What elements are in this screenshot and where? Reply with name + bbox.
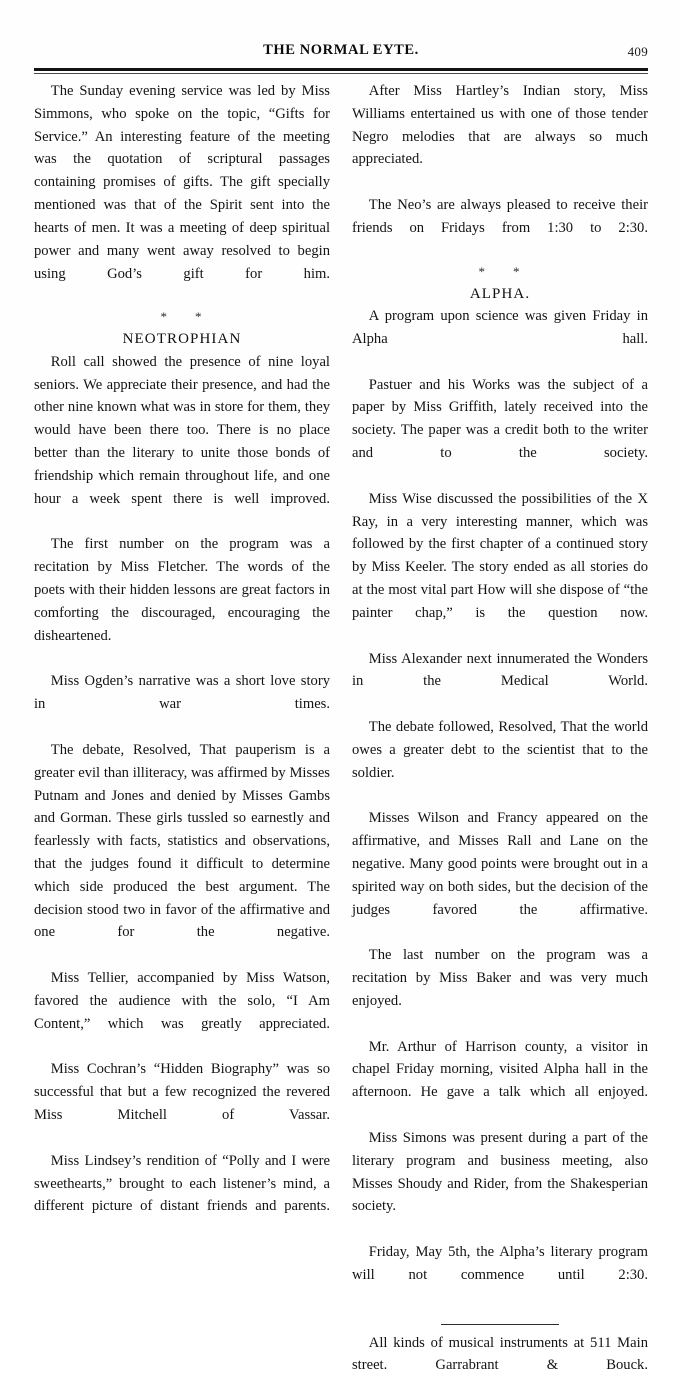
body-columns [34, 80, 648, 1374]
running-head [34, 42, 648, 68]
paragraph: The last number on the program was a recitation by Miss Baker and was very much enjoyed. [352, 947, 648, 1009]
paragraph: Pastuer and his Works was the subject of a paper by Miss Griffith, lately received into the society. The paper was a credit both to the writer and to the society. [352, 376, 648, 462]
advertisement-block [352, 1324, 648, 1400]
section-heading-alpha: ALPHA. [469, 285, 531, 302]
paragraph: Mr. Arthur of Harrison county, a visitor in chapel Friday morning, visited Alpha hall in the afternoon. He gave a talk which all enjoyed. [352, 1038, 648, 1101]
paragraph: The debate, Resolved, That pauperism is a greater evil than illiteracy, was affirmed by Misses Putnam and Jones and denied by Misses Gambs and Gorman. These girls tussled so earnestly and fearlessly with facts, statistics and observations, that the judges found it difficult to determine which side produced the best argument. The decision stood two in favor of the affirmative and one for the negative. [34, 741, 330, 941]
paragraph: The debate followed, Resolved, That the world owes a greater debt to the scientist that to the soldier. [352, 719, 648, 781]
paragraph: A program upon science was given Friday in Alpha hall. [352, 308, 648, 347]
right-column [352, 80, 648, 1374]
paragraph: Roll call showed the presence of nine loyal seniors. We appreciate their presence, and had the other nine known what was in store for them, they would have been there too. There is no place better than the literary to unite those bonds of friendship which remain throughout life, and one hour a week spent there is well improved. [34, 353, 330, 507]
paragraph: Miss Tellier, accompanied by Miss Watson, favored the audience with the solo, “I Am Content,” which was greatly appreciated. [34, 970, 330, 1032]
header-rule-thick [34, 68, 648, 71]
paragraph: Miss Ogden’s narrative was a short love story in war times. [34, 673, 330, 713]
paragraph: Miss Wise discussed the possibilities of the X Ray, in a very interesting manner, which was followed by the first chapter of a continued story by Miss Keeler. The story ended as all stories do at the most vital part How will she dispose of “the painter chap,” is the question now. [352, 490, 648, 621]
star-glyph: * [478, 263, 487, 279]
left-column [34, 80, 330, 1215]
publication-title: THE NORMAL EYTE. [263, 42, 419, 58]
paragraph: The Neo’s are always pleased to receive their friends on Fridays from 1:30 to 2:30. [352, 197, 648, 236]
page-number: 409 [627, 44, 648, 59]
star-glyph: * [160, 309, 169, 325]
advertisement-text: All kinds of musical instruments at 511 Main street. Garrabrant & Bouck. [352, 1334, 648, 1374]
paragraph: The Sunday evening service was led by Miss Simmons, who spoke on the topic, “Gifts for Service.” An interesting feature of the meeting was the quotation of scriptural passages containing promises of gifts. The gift specially mentioned was that of the Spirit sent into the hearts of men. It was a meeting of deep spiritual power and many went away resolved to begin using God’s gift for him. [34, 83, 330, 282]
header-rule-thin [34, 73, 648, 74]
star-glyph: * [195, 309, 204, 325]
section-heading-neotrophian: NEOTROPHIAN [122, 331, 242, 348]
star-separator [352, 264, 648, 281]
paragraph: After Miss Hartley’s Indian story, Miss Williams entertained us with one of those tender Negro melodies that are always so much appreciated. [352, 83, 648, 168]
star-glyph: * [513, 263, 522, 279]
paragraph: The first number on the program was a recitation by Miss Fletcher. The words of the poets with their hidden lessons are great factors in comforting the discouraged, encouraging the disheartened. [34, 536, 330, 644]
paragraph: Miss Simons was present during a part of the literary program and business meeting, also Misses Shoudy and Rider, from the Shakesperian society. [352, 1129, 648, 1215]
paragraph: Miss Cochran’s “Hidden Biography” was so successful that but a few recognized the revered Miss Mitchell of Vassar. [34, 1061, 330, 1124]
star-separator [34, 309, 330, 326]
paragraph: Misses Wilson and Francy appeared on the affirmative, and Misses Rall and Lane on the negative. Many good points were brought out in a spirited way on both sides, but the decision of the judges favored the affirmative. [352, 810, 648, 918]
advertisement-divider [441, 1324, 559, 1325]
paragraph: Miss Alexander next innumerated the Wonders in the Medical World. [352, 650, 648, 690]
paragraph: Friday, May 5th, the Alpha’s literary program will not commence until 2:30. [352, 1244, 648, 1283]
paragraph: Miss Lindsey’s rendition of “Polly and I were sweethearts,” brought to each listener’s mind, a different picture of distant friends and parents. [34, 1152, 330, 1215]
